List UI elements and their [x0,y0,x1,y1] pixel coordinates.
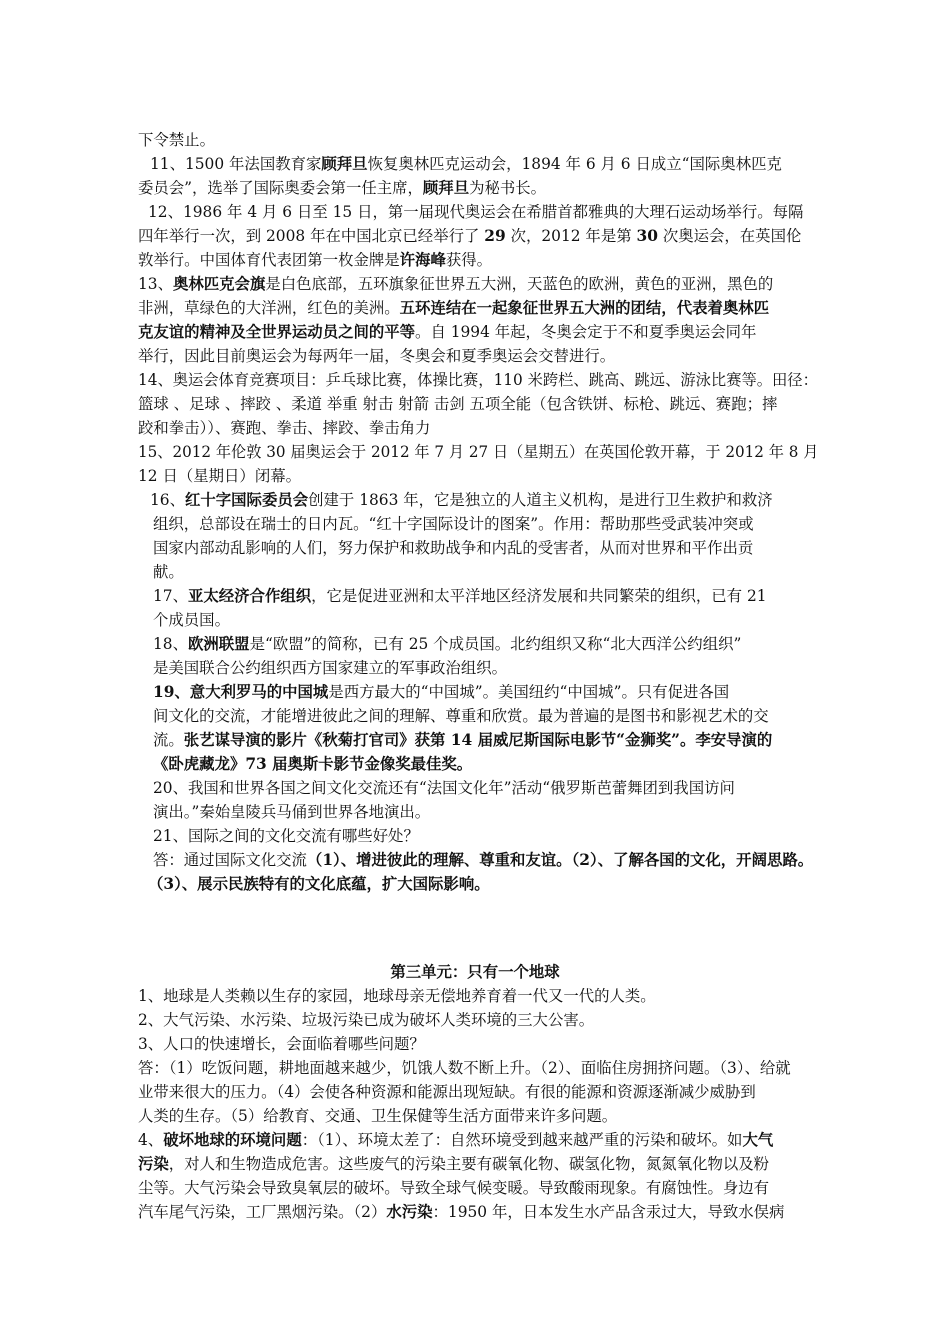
text-line [138,416,430,440]
text-line [153,584,767,608]
text-run: 组织，总部设在瑞士的日内瓦。“红十字国际设计的图案”。作用：帮助那些受武装冲突或 [153,515,754,533]
text-run: 是白色底部，五环旗象征世界五大洲，天蓝色的欧洲，黄色的亚洲，黑色的 [265,275,774,293]
text-run: 17、 [153,587,188,605]
text-run: 1、地球是人类赖以生存的家园，地球母亲无偿地养育着一代又一代的人类。 [138,987,656,1005]
text-line [153,560,184,584]
text-run: 3、人口的快速增长，会面临着哪些问题？ [138,1035,425,1053]
text-line [138,176,546,200]
text-run: 12 日（星期日）闭幕。 [138,467,301,485]
text-line [150,152,782,176]
text-line [138,368,818,392]
text-line [138,128,215,152]
bold-text-run: 亚太经济合作组织 [187,587,312,605]
text-line [138,296,769,320]
text-run: 间文化的交流，才能增进彼此之间的理解、尊重和欣赏。最为普遍的是图书和影视艺术的交 [153,707,769,725]
text-line [150,488,773,512]
text-line [138,1152,769,1176]
bold-text-run: 许海峰 [399,251,446,269]
text-run: 篮球 、足球 、摔跤 、柔道 举重 射击 射箭 击剑 五项全能（包含铁饼、标枪、跳远、赛跑；摔 [138,395,778,413]
text-run: 国家内部动乱影响的人们，努力保护和救助战争和内乱的受害者，从而对世界和平作出贡 [153,539,754,557]
text-run: 是西方最大的“中国城”。美国纽约“中国城”。只有促进各国 [328,683,730,701]
text-line [153,608,230,632]
text-line [153,704,769,728]
bold-text-run: 破坏地球的环境问题 [163,1131,302,1149]
text-run: 演出。”秦始皇陵兵马俑到世界各地演出。 [153,803,431,821]
bold-text-run: （1）、增进彼此的理解、尊重和友谊。（2）、了解各国的文化，开阔思路。 [306,851,814,869]
bold-text-run: 19、意大利罗马的中国城 [153,683,329,701]
bold-text-run: 顾拜旦 [422,179,470,197]
text-run: 12、1986 年 4 月 6 日至 15 日，第一届现代奥运会在希腊首都雅典的大理石运动场举行。每隔 [148,203,804,221]
text-line [138,1104,617,1128]
text-line [138,440,818,464]
text-run: 创建于 1863 年，它是独立的人道主义机构，是进行卫生救护和救济 [308,491,773,509]
text-run: 11、1500 年法国教育家 [150,155,322,173]
bold-text-run: 红十字国际委员会 [184,491,309,509]
bold-text-run: 张艺谋导演的影片《秋菊打官司》获第 14 届威尼斯国际电影节“金狮奖”。李安导演的 [183,731,773,749]
text-line [148,872,490,896]
bold-text-run: 30 [636,227,658,245]
bold-text-run: 水污染 [386,1203,433,1221]
text-line [138,1128,773,1152]
text-line [138,248,492,272]
text-run: 业带来很大的压力。（4）会使各种资源和能源出现短缺。有很的能源和资源逐渐减少威胁到 [138,1083,756,1101]
text-run: 获得。 [445,251,493,269]
bold-text-run: 五环连结在一起象征世界五大洲的团结，代表着奥林匹 [399,299,770,317]
text-line [138,392,777,416]
text-run: 为秘书长。 [469,179,547,197]
text-line [153,632,741,656]
text-run: 答：通过国际文化交流 [153,851,307,869]
text-run: 20、我国和世界各国之间文化交流还有“法国文化年”活动“俄罗斯芭蕾舞团到我国访问 [153,779,735,797]
text-run: 是“欧盟”的简称，已有 25 个成员国。北约组织又称“北大西洋公约组织” [249,635,742,653]
bold-text-run: 大气 [742,1131,774,1149]
text-line [153,776,735,800]
text-line [148,200,803,224]
text-line [138,984,656,1008]
text-line [153,800,430,824]
text-run: ：1950 年，日本发生水产品含汞过大，导致水俣病 [432,1203,785,1221]
text-line [153,656,507,680]
bold-text-run: 29 [484,227,506,245]
text-run: 跤和拳击））、赛跑、拳击、摔跤、拳击角力 [138,419,431,437]
text-run: 次奥运会，在英国伦 [657,227,802,245]
text-line [138,1176,769,1200]
text-run: 敦举行。中国体育代表团第一枚金牌是 [138,251,400,269]
text-run: 恢复奥林匹克运动会，1894 年 6 月 6 日成立“国际奥林匹克 [367,155,782,173]
text-run: 是美国联合公约组织西方国家建立的军事政治组织。 [153,659,507,677]
text-line [138,224,801,248]
text-line [153,680,729,704]
bold-text-run: 克友谊的精神及全世界运动员之间的平等 [138,323,416,341]
text-line [138,1008,594,1032]
text-run: 委员会”，选举了国际奥委会第一任主席， [138,179,423,197]
text-line [153,728,772,752]
text-run: ，它是促进亚洲和太平洋地区经济发展和共同繁荣的组织，已有 21 [311,587,767,605]
text-run: 人类的生存。（5）给教育、交通、卫生保健等生活方面带来许多问题。 [138,1107,618,1125]
bold-text-run: （3）、展示民族特有的文化底蕴，扩大国际影响。 [148,875,490,893]
text-run: 四年举行一次，到 2008 年在中国北京已经举行了 [138,227,485,245]
text-line [138,464,301,488]
text-run: 尘等。大气污染会导致臭氧层的破坏。导致全球气候变暖。导致酸雨现象。有腐蚀性。身边有 [138,1179,770,1197]
text-run: 13、 [138,275,173,293]
text-line [153,848,813,872]
text-line [153,824,419,848]
bold-text-run: 污染 [138,1155,169,1173]
text-run: 。自 1994 年起，冬奥会定于不和夏季奥运会同年 [415,323,757,341]
text-run: ，对人和生物造成危害。这些废气的污染主要有碳氧化物、碳氢化物，氮氮氧化物以及粉 [168,1155,770,1173]
text-run: 答：（1）吃饭问题，耕地面越来越少，饥饿人数不断上升。（2）、面临住房拥挤问题。（3）、给就 [138,1059,791,1077]
text-run: 2、大气污染、水污染、垃圾污染已成为破坏人类环境的三大公害。 [138,1011,595,1029]
text-line [138,272,773,296]
text-run: 4、 [138,1131,164,1149]
section-heading: 第三单元：只有一个地球 [390,963,560,981]
text-run: 非洲，草绿色的大洋洲，红色的美洲。 [138,299,400,317]
text-run: 献。 [153,563,184,581]
text-run: 个成员国。 [153,611,230,629]
text-run: 18、 [153,635,188,653]
text-line [138,1080,756,1104]
bold-text-run: 顾拜旦 [321,155,368,173]
text-line [138,320,756,344]
text-line [153,752,472,776]
bold-text-run: 奥林匹克会旗 [172,275,266,293]
text-run: 次，2012 年是第 [505,227,637,245]
text-run: 汽车尾气污染，工厂黑烟污染。（2） [138,1203,387,1221]
text-line [138,1200,784,1224]
text-run: 15、2012 年伦敦 30 届奥运会于 2012 年 7 月 27 日（星期五）在英国伦敦开幕，于 2012 年 8 月 [138,443,819,461]
text-run: 21、国际之间的文化交流有哪些好处？ [153,827,419,845]
text-line [138,344,615,368]
text-run: 举行，因此目前奥运会为每两年一届，冬奥会和夏季奥运会交替进行。 [138,347,616,365]
bold-text-run: 《卧虎藏龙》73 届奥斯卡影节金像奖最佳奖。 [153,755,473,773]
text-line [153,512,754,536]
text-run: 14、奥运会体育竞赛项目：乒乓球比赛，体操比赛，110 米跨栏、跳高、跳远、游泳比赛等。田径： [138,371,818,389]
text-line [138,1032,425,1056]
text-line [138,1056,791,1080]
text-run: ：（1）、环境太差了：自然环境受到越来越严重的污染和破坏。如 [301,1131,743,1149]
text-run: 下令禁止。 [138,131,215,149]
text-line [153,536,753,560]
text-run: 16、 [150,491,185,509]
bold-text-run: 欧洲联盟 [187,635,250,653]
text-run: 流。 [153,731,184,749]
